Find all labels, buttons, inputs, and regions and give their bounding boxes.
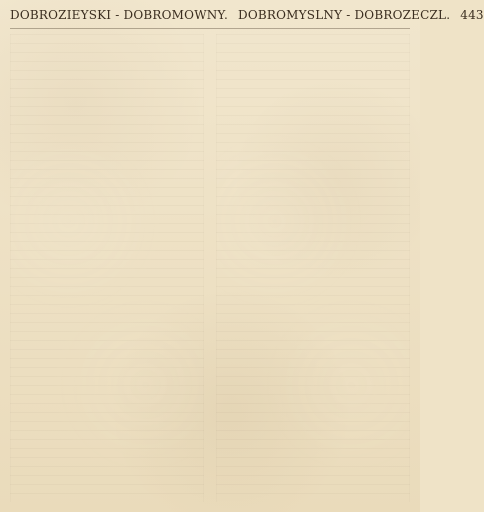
left-running-head: DOBROZIEYSKI - DOBROMOWNY. (10, 8, 229, 22)
header-rule (10, 28, 410, 29)
text-columns (10, 34, 410, 502)
page-header (10, 8, 484, 26)
right-text-column (216, 34, 410, 502)
page-number: 443 (460, 8, 484, 22)
left-text-column (10, 34, 204, 502)
right-running-head: DOBROMYSLNY - DOBROZECZL. (238, 8, 451, 22)
